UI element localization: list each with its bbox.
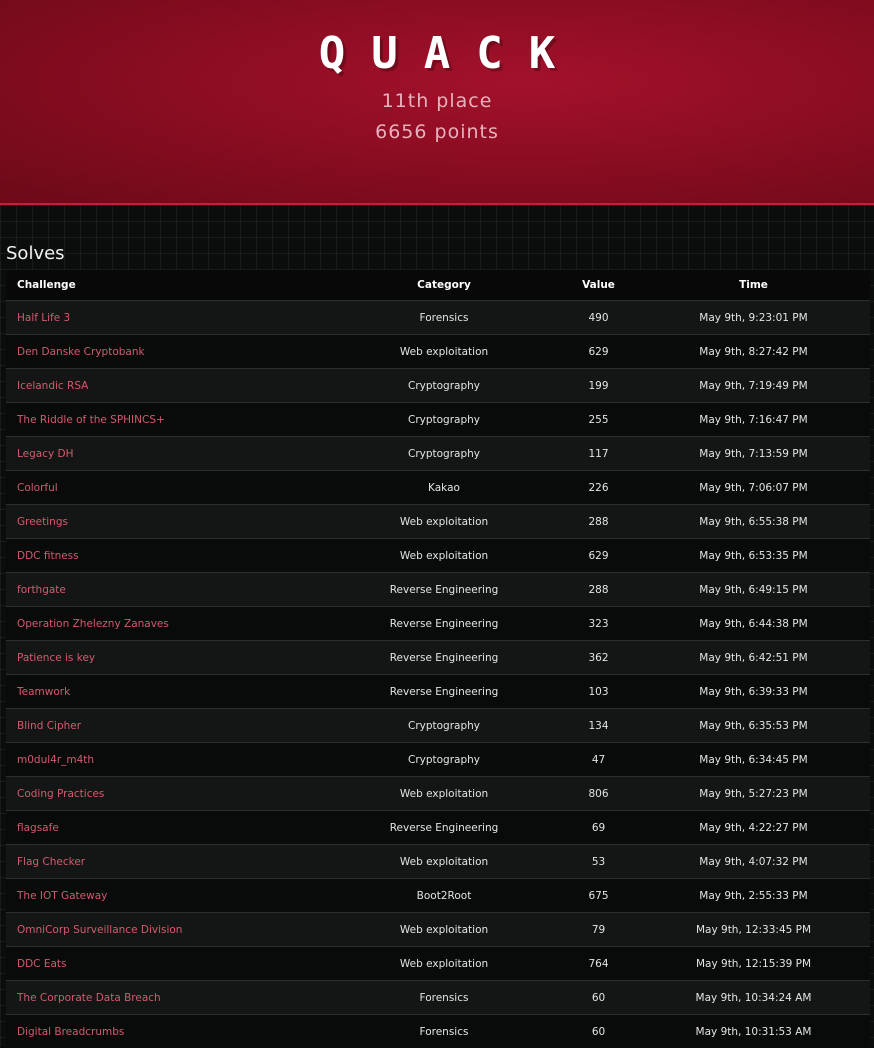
table-row [6,335,870,369]
cell-challenge [6,369,328,403]
column-header-time: Time [637,270,870,301]
cell-category: Cryptography [328,369,560,403]
cell-value: 47 [560,743,637,777]
cell-time: May 9th, 2:55:33 PM [637,879,870,913]
challenge-link[interactable]: OmniCorp Surveillance Division [17,924,182,936]
cell-challenge [6,437,328,471]
cell-challenge [6,471,328,505]
cell-challenge [6,1015,328,1048]
cell-category: Forensics [328,1015,560,1048]
cell-time: May 9th, 6:49:15 PM [637,573,870,607]
cell-category: Reverse Engineering [328,607,560,641]
table-header-row [6,270,870,301]
challenge-link[interactable]: Blind Cipher [17,720,81,732]
table-row [6,437,870,471]
cell-challenge [6,335,328,369]
cell-category: Forensics [328,301,560,335]
cell-category: Web exploitation [328,913,560,947]
cell-value: 323 [560,607,637,641]
cell-value: 490 [560,301,637,335]
cell-value: 134 [560,709,637,743]
cell-time: May 9th, 6:34:45 PM [637,743,870,777]
table-row [6,675,870,709]
cell-value: 60 [560,1015,637,1048]
cell-value: 806 [560,777,637,811]
cell-category: Reverse Engineering [328,811,560,845]
table-row [6,573,870,607]
challenge-link[interactable]: flagsafe [17,822,59,834]
challenge-link[interactable]: Teamwork [17,686,70,698]
challenge-link[interactable]: Greetings [17,516,68,528]
column-header-value: Value [560,270,637,301]
cell-category: Web exploitation [328,845,560,879]
cell-time: May 9th, 5:27:23 PM [637,777,870,811]
cell-challenge [6,811,328,845]
cell-challenge [6,573,328,607]
cell-time: May 9th, 4:07:32 PM [637,845,870,879]
cell-value: 199 [560,369,637,403]
cell-time: May 9th, 7:16:47 PM [637,403,870,437]
challenge-link[interactable]: Colorful [17,482,58,494]
cell-category: Kakao [328,471,560,505]
cell-value: 103 [560,675,637,709]
table-row [6,641,870,675]
cell-challenge [6,777,328,811]
cell-category: Cryptography [328,437,560,471]
cell-value: 226 [560,471,637,505]
cell-challenge [6,607,328,641]
table-row [6,369,870,403]
cell-time: May 9th, 8:27:42 PM [637,335,870,369]
table-row [6,913,870,947]
cell-challenge [6,981,328,1015]
solves-table [6,270,870,1048]
challenge-link[interactable]: Digital Breadcrumbs [17,1026,124,1038]
table-row [6,1015,870,1048]
cell-time: May 9th, 12:15:39 PM [637,947,870,981]
cell-time: May 9th, 6:42:51 PM [637,641,870,675]
cell-time: May 9th, 9:23:01 PM [637,301,870,335]
cell-value: 79 [560,913,637,947]
table-row [6,947,870,981]
column-header-category: Category [328,270,560,301]
cell-category: Forensics [328,981,560,1015]
team-points: 6656 points [0,121,874,143]
cell-value: 60 [560,981,637,1015]
table-row [6,777,870,811]
cell-category: Boot2Root [328,879,560,913]
table-row [6,607,870,641]
table-row [6,301,870,335]
challenge-link[interactable]: Flag Checker [17,856,85,868]
table-row [6,505,870,539]
table-row [6,981,870,1015]
challenge-link[interactable]: Coding Practices [17,788,104,800]
challenge-link[interactable]: DDC fitness [17,550,79,562]
cell-category: Cryptography [328,709,560,743]
table-row [6,845,870,879]
cell-challenge [6,709,328,743]
solves-heading: Solves [6,243,65,264]
cell-time: May 9th, 12:33:45 PM [637,913,870,947]
cell-category: Web exploitation [328,539,560,573]
cell-challenge [6,675,328,709]
challenge-link[interactable]: The IOT Gateway [17,890,107,902]
table-row [6,539,870,573]
cell-time: May 9th, 7:13:59 PM [637,437,870,471]
cell-category: Web exploitation [328,505,560,539]
cell-value: 69 [560,811,637,845]
table-row [6,879,870,913]
table-row [6,403,870,437]
cell-value: 629 [560,335,637,369]
challenge-link[interactable]: The Corporate Data Breach [17,992,161,1004]
challenge-link[interactable]: The Riddle of the SPHINCS+ [17,414,165,426]
cell-challenge [6,505,328,539]
cell-category: Web exploitation [328,777,560,811]
cell-value: 629 [560,539,637,573]
table-row [6,743,870,777]
challenge-link[interactable]: Den Danske Cryptobank [17,346,145,358]
cell-time: May 9th, 10:31:53 AM [637,1015,870,1048]
cell-category: Reverse Engineering [328,573,560,607]
challenge-link[interactable]: Patience is key [17,652,95,664]
cell-time: May 9th, 6:44:38 PM [637,607,870,641]
cell-category: Cryptography [328,743,560,777]
challenge-link[interactable]: Legacy DH [17,448,74,460]
cell-time: May 9th, 7:19:49 PM [637,369,870,403]
cell-value: 288 [560,505,637,539]
cell-category: Reverse Engineering [328,641,560,675]
challenge-link[interactable]: Half Life 3 [17,312,70,324]
cell-time: May 9th, 7:06:07 PM [637,471,870,505]
cell-challenge [6,845,328,879]
cell-value: 53 [560,845,637,879]
challenge-link[interactable]: forthgate [17,584,66,596]
cell-challenge [6,641,328,675]
challenge-link[interactable]: DDC Eats [17,958,67,970]
cell-value: 764 [560,947,637,981]
table-row [6,709,870,743]
cell-time: May 9th, 4:22:27 PM [637,811,870,845]
cell-challenge [6,947,328,981]
cell-category: Web exploitation [328,335,560,369]
cell-value: 288 [560,573,637,607]
challenge-link[interactable]: Operation Zhelezny Zanaves [17,618,169,630]
team-header [0,0,874,205]
challenge-link[interactable]: m0dul4r_m4th [17,754,94,766]
cell-value: 675 [560,879,637,913]
cell-category: Cryptography [328,403,560,437]
challenge-link[interactable]: Icelandic RSA [17,380,88,392]
cell-value: 117 [560,437,637,471]
cell-challenge [6,539,328,573]
cell-time: May 9th, 6:53:35 PM [637,539,870,573]
cell-challenge [6,743,328,777]
cell-time: May 9th, 6:55:38 PM [637,505,870,539]
cell-time: May 9th, 6:39:33 PM [637,675,870,709]
cell-time: May 9th, 10:34:24 AM [637,981,870,1015]
team-place: 11th place [0,90,874,112]
column-header-challenge: Challenge [6,270,328,301]
table-row [6,471,870,505]
cell-category: Web exploitation [328,947,560,981]
cell-value: 255 [560,403,637,437]
cell-challenge [6,403,328,437]
team-name: QUACK [0,28,874,79]
cell-challenge [6,879,328,913]
cell-value: 362 [560,641,637,675]
cell-challenge [6,301,328,335]
cell-time: May 9th, 6:35:53 PM [637,709,870,743]
cell-category: Reverse Engineering [328,675,560,709]
table-row [6,811,870,845]
cell-challenge [6,913,328,947]
